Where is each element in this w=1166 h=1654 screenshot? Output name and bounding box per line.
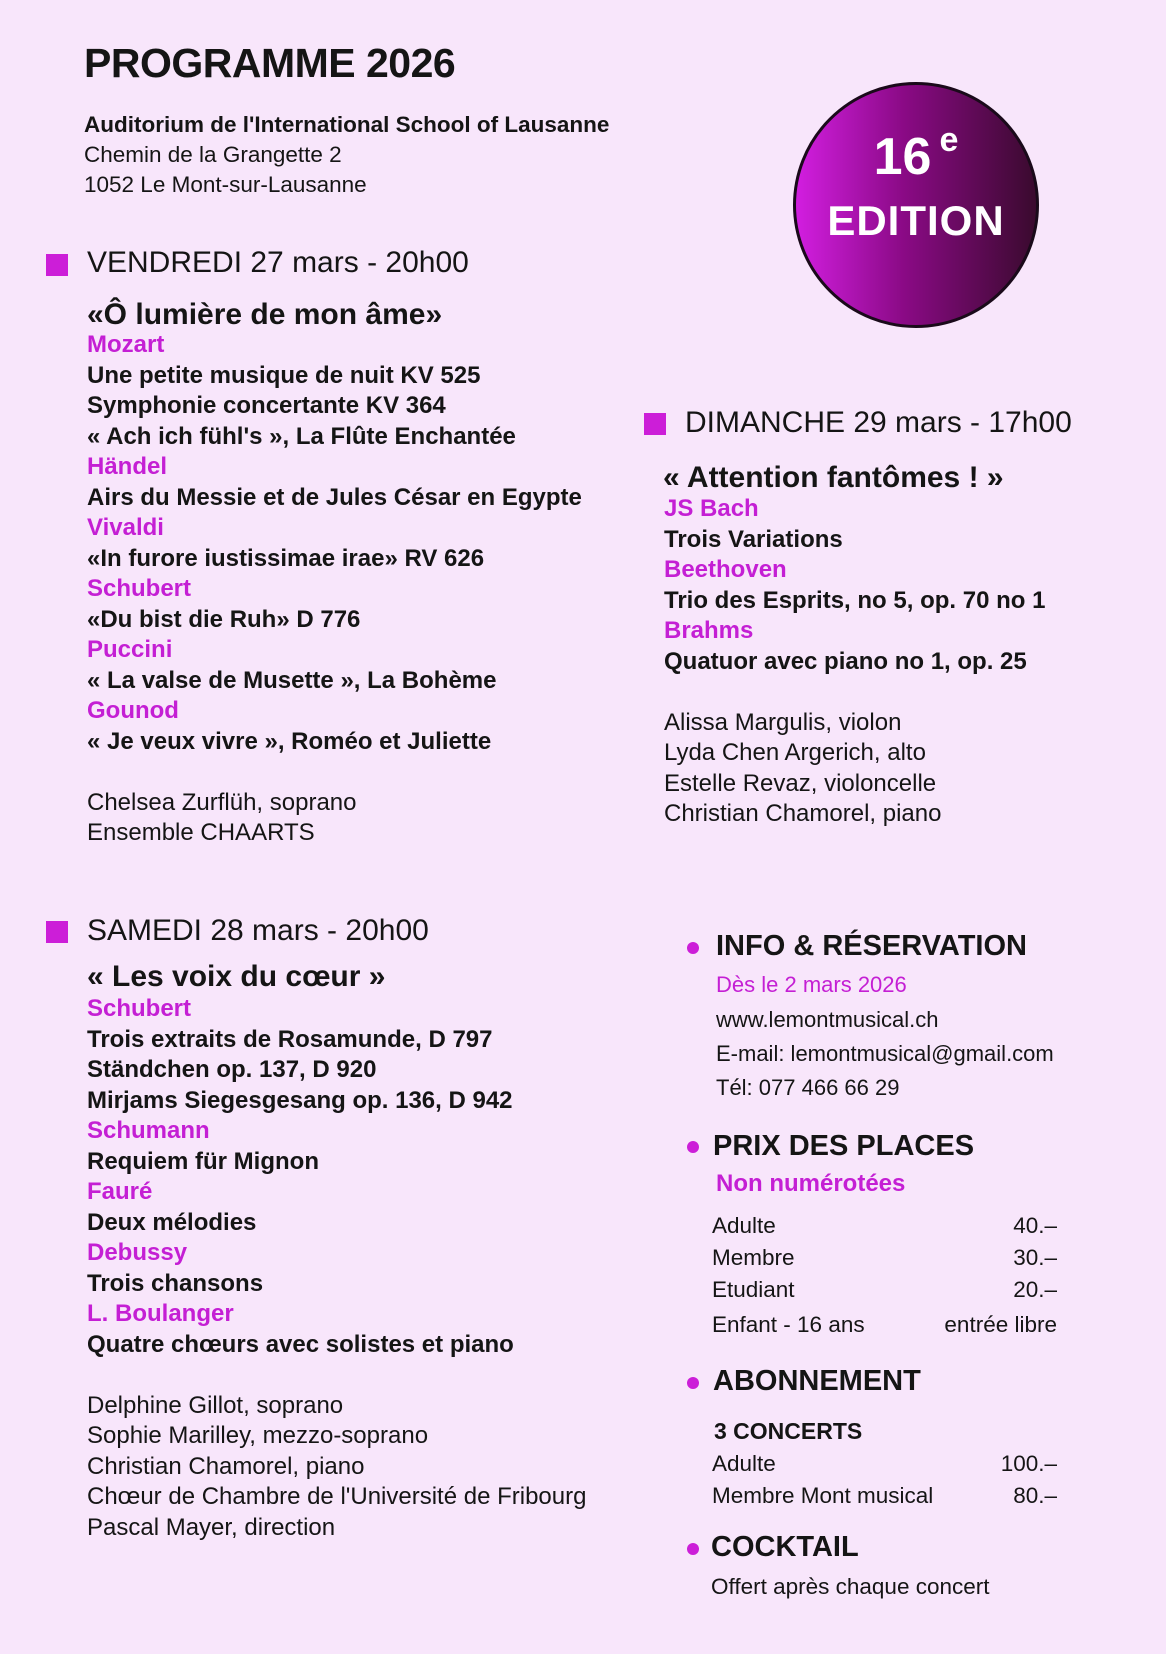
composer-name: Debussy (87, 1239, 188, 1266)
composer-name: L. Boulanger (87, 1300, 234, 1327)
concert-day: DIMANCHE 29 mars - 17h00 (685, 406, 1072, 439)
work-title: Ständchen op. 137, D 920 (87, 1056, 377, 1083)
price-value: 20.– (1013, 1277, 1057, 1302)
composer-name: Schubert (87, 575, 192, 602)
subscription-heading: ABONNEMENT (713, 1365, 921, 1397)
performer: Chœur de Chambre de l'Université de Fribourg (87, 1483, 587, 1510)
price-label: Membre (712, 1245, 795, 1270)
composer-name: Mozart (87, 331, 165, 358)
price-value: entrée libre (944, 1312, 1057, 1337)
work-title: « Je veux vivre », Roméo et Juliette (87, 727, 492, 755)
work-title: Trois Variations (664, 525, 843, 553)
email-link[interactable]: E-mail: lemontmusical@gmail.com (716, 1041, 1054, 1066)
composer-name: Schubert (87, 995, 192, 1022)
section-marker-icon (46, 254, 68, 276)
concert-day: SAMEDI 28 mars - 20h00 (87, 914, 429, 947)
concert-title: « Les voix du cœur » (87, 960, 386, 993)
work-title: Trois extraits de Rosamunde, D 797 (87, 1025, 493, 1053)
price-row (712, 1483, 1057, 1515)
work-title: «In furore iustissimae irae» RV 626 (87, 544, 485, 572)
price-row (712, 1245, 1057, 1277)
edition-number: 16 (873, 128, 932, 186)
spacer (664, 677, 1045, 708)
concert-title: «Ô lumière de mon âme» (87, 298, 443, 331)
performer: Christian Chamorel, piano (87, 1452, 365, 1480)
price-row (712, 1277, 1057, 1312)
composer-name: Händel (87, 453, 168, 480)
work-title: Symphonie concertante KV 364 (87, 392, 446, 419)
website-link[interactable]: www.lemontmusical.ch (716, 1007, 939, 1032)
section-marker-icon (46, 921, 68, 943)
price-value: 40.– (1013, 1213, 1057, 1238)
price-row (712, 1312, 1057, 1344)
composer-name: Vivaldi (87, 514, 164, 541)
performer: Ensemble CHAARTS (87, 819, 315, 846)
composer-name: Fauré (87, 1178, 153, 1205)
performer: Sophie Marilley, mezzo-soprano (87, 1422, 429, 1449)
bullet-icon (687, 1377, 699, 1389)
composer-name: Schumann (87, 1117, 210, 1144)
reservation-date: Dès le 2 mars 2026 (716, 972, 907, 997)
info-heading: INFO & RÉSERVATION (716, 930, 1027, 962)
composer-name: Beethoven (664, 556, 787, 583)
price-row (712, 1451, 1057, 1483)
work-title: Requiem für Mignon (87, 1147, 319, 1175)
performer: Delphine Gillot, soprano (87, 1391, 344, 1419)
spacer (87, 1360, 586, 1391)
work-title: Deux mélodies (87, 1208, 257, 1236)
composer-name: JS Bach (664, 495, 759, 522)
bullet-icon (687, 942, 699, 954)
performer: Chelsea Zurflüh, soprano (87, 788, 357, 816)
bullet-icon (687, 1141, 699, 1153)
cocktail-heading: COCKTAIL (711, 1531, 859, 1563)
prices-heading: PRIX DES PLACES (713, 1130, 975, 1162)
venue-name: Auditorium de l'International School of Lausanne (84, 112, 610, 137)
price-value: 80.– (1013, 1483, 1057, 1508)
composer-name: Gounod (87, 697, 179, 724)
composer-name: Puccini (87, 636, 173, 663)
performer: Pascal Mayer, direction (87, 1513, 336, 1541)
venue-address (84, 110, 609, 200)
price-value: 100.– (1000, 1451, 1057, 1476)
concert-title: « Attention fantômes ! » (663, 461, 1004, 494)
concert-day: VENDREDI 27 mars - 20h00 (87, 246, 469, 279)
price-value: 30.– (1013, 1245, 1057, 1270)
spacer (87, 757, 582, 788)
performer: Christian Chamorel, piano (664, 800, 942, 827)
phone-number: Tél: 077 466 66 29 (716, 1075, 900, 1100)
cocktail-text: Offert après chaque concert (711, 1574, 990, 1599)
price-label: Membre Mont musical (712, 1483, 934, 1508)
section-marker-icon (644, 413, 666, 435)
work-title: Trois chansons (87, 1269, 264, 1297)
price-label: Adulte (712, 1213, 776, 1238)
concert-program (87, 330, 582, 849)
work-title: Airs du Messie et de Jules César en Egypte (87, 483, 582, 511)
work-title: Quatuor avec piano no 1, op. 25 (664, 647, 1027, 675)
performer: Alissa Margulis, violon (664, 708, 902, 736)
price-label: Enfant - 16 ans (712, 1312, 865, 1337)
performer: Lyda Chen Argerich, alto (664, 739, 926, 766)
price-label: Adulte (712, 1451, 776, 1476)
price-label: Etudiant (712, 1277, 795, 1302)
bullet-icon (687, 1543, 699, 1555)
price-row (712, 1213, 1057, 1245)
work-title: Trio des Esprits, no 5, op. 70 no 1 (664, 586, 1046, 614)
page-title: PROGRAMME 2026 (84, 40, 456, 86)
edition-label: EDITION (827, 197, 1005, 244)
work-title: Mirjams Siegesgesang op. 136, D 942 (87, 1086, 513, 1114)
address-line-1: Chemin de la Grangette 2 (84, 142, 342, 167)
subscription-subtitle: 3 CONCERTS (714, 1418, 863, 1444)
address-line-2: 1052 Le Mont-sur-Lausanne (84, 172, 367, 197)
work-title: Quatre chœurs avec solistes et piano (87, 1330, 514, 1358)
work-title: Une petite musique de nuit KV 525 (87, 361, 481, 389)
composer-name: Brahms (664, 617, 754, 644)
work-title: « La valse de Musette », La Bohème (87, 666, 497, 694)
edition-suffix: e (939, 121, 959, 159)
work-title: «Du bist die Ruh» D 776 (87, 605, 361, 633)
work-title: « Ach ich fühl's », La Flûte Enchantée (87, 422, 516, 450)
prices-note: Non numérotées (716, 1170, 906, 1197)
concert-program (664, 494, 1045, 830)
concert-program (87, 994, 586, 1543)
edition-badge (793, 82, 1039, 328)
performer: Estelle Revaz, violoncelle (664, 769, 937, 797)
